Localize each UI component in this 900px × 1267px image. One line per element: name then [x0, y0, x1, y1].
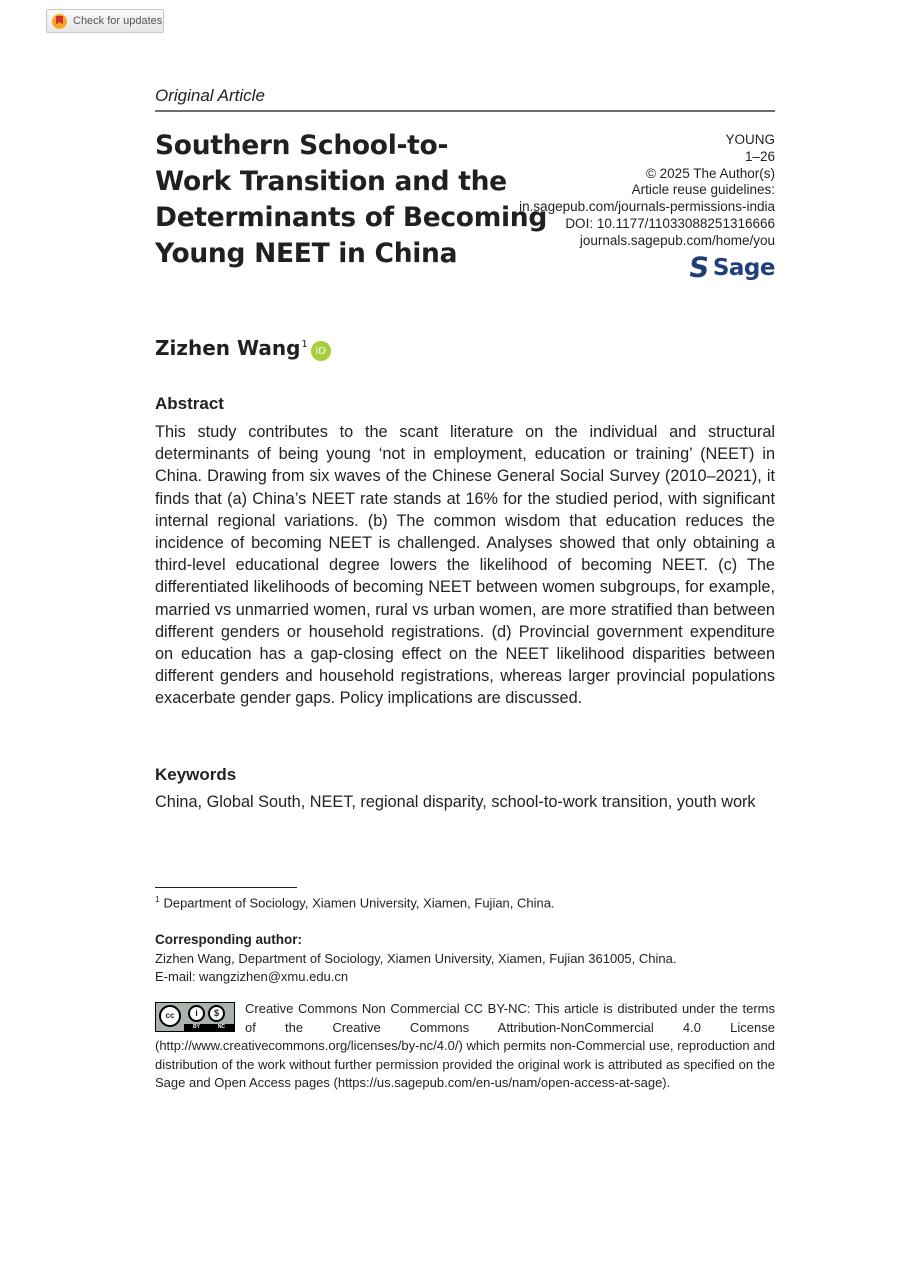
title-line: Determinants of Becoming	[155, 202, 548, 233]
doi[interactable]: DOI: 10.1177/11033088251316666	[565, 215, 775, 231]
corresponding-author-address: Zizhen Wang, Department of Sociology, Xiamen University, Xiamen, Fujian 361005, China.	[155, 951, 677, 966]
cc-badge-labels	[184, 1024, 234, 1031]
abstract-text: This study contributes to the scant literature on the individual and structural determinants of being young ‘not in employment, education or training’ (NEET) in China. Drawing from six waves of the Chinese General Social Survey (2010–2021), it finds that (a) China’s NEET rate stands at 16% for the studied period, with significant internal regional variations. (b) The common wisdom that education reduces the incidence of becoming NEET is challenged. Analyses showed that only obtaining a third-level educational degree lowers the likelihood of becoming NEET. (c) The differentiated likelihoods of becoming NEET between women subgroups, for example, married vs unmarried women, rural vs urban women, are more stratified than between different genders or household registrations. (d) Provincial government expenditure on education has a gap-closing effect on the NEET likelihood disparities between different genders and household registrations, whereas larger provincial populations exacerbate gender gaps. Policy implications are discussed.	[155, 423, 775, 708]
author-line	[155, 336, 331, 361]
sage-s-icon: S	[686, 251, 712, 284]
corresponding-author-email[interactable]: E-mail: wangzizhen@xmu.edu.cn	[155, 969, 349, 984]
sage-wordmark: Sage	[712, 254, 775, 281]
affiliation-text: Department of Sociology, Xiamen University, Xiamen, Fujian, China.	[163, 895, 555, 911]
sage-logo	[686, 251, 775, 284]
journal-metadata	[519, 132, 775, 250]
keywords-text: China, Global South, NEET, regional disparity, school-to-work transition, youth work	[155, 793, 756, 811]
article-type: Original Article	[155, 86, 265, 105]
reuse-label: Article reuse guidelines:	[631, 182, 775, 198]
affiliation-footnote	[155, 895, 555, 910]
title-line: Young NEET in China	[155, 238, 458, 269]
journal-name: YOUNG	[725, 132, 775, 147]
attribution-icon: i	[188, 1005, 205, 1022]
license-notice	[155, 1000, 775, 1093]
title-line: Southern School-to-	[155, 130, 449, 161]
abstract-heading: Abstract	[155, 394, 224, 413]
crossmark-icon	[52, 14, 67, 29]
nc-label: NC	[217, 1024, 226, 1031]
non-commercial-icon: $	[208, 1005, 225, 1022]
title-line: Work Transition and the	[155, 166, 507, 197]
reuse-link[interactable]: in.sagepub.com/journals-permissions-india	[519, 199, 775, 215]
corresponding-author-heading: Corresponding author:	[155, 932, 302, 947]
article-title	[155, 128, 548, 272]
affiliation-mark: 1	[301, 339, 308, 350]
license-text: Creative Commons Non Commercial CC BY-NC: This article is distributed under the terms of the Creative Commons Attribution-NonCommercial 4.0 License (http://www.creativecommons.org/licenses/by-nc/4.0/) which permits non-Commercial use, reproduction and distribution of the work without further permission provided the original work is attributed as specified on the Sage and Open Access pages (https://us.sagepub.com/en-us/nam/open-access-at-sage).	[155, 1001, 775, 1090]
check-for-updates-label: Check for updates	[73, 15, 163, 27]
header-rule	[155, 110, 775, 112]
check-for-updates-button[interactable]	[46, 9, 164, 33]
cc-by-nc-badge[interactable]	[155, 1002, 235, 1032]
by-label: BY	[192, 1024, 200, 1031]
keywords-heading: Keywords	[155, 765, 237, 784]
orcid-icon[interactable]: iD	[311, 341, 331, 361]
footnote-rule	[155, 887, 297, 888]
cc-icon: cc	[159, 1005, 181, 1027]
journal-link[interactable]: journals.sagepub.com/home/you	[579, 232, 775, 248]
copyright: © 2025 The Author(s)	[645, 165, 775, 181]
page-range: 1–26	[744, 148, 775, 164]
footnote-mark: 1	[155, 895, 160, 904]
author-name: Zizhen Wang	[155, 336, 301, 360]
